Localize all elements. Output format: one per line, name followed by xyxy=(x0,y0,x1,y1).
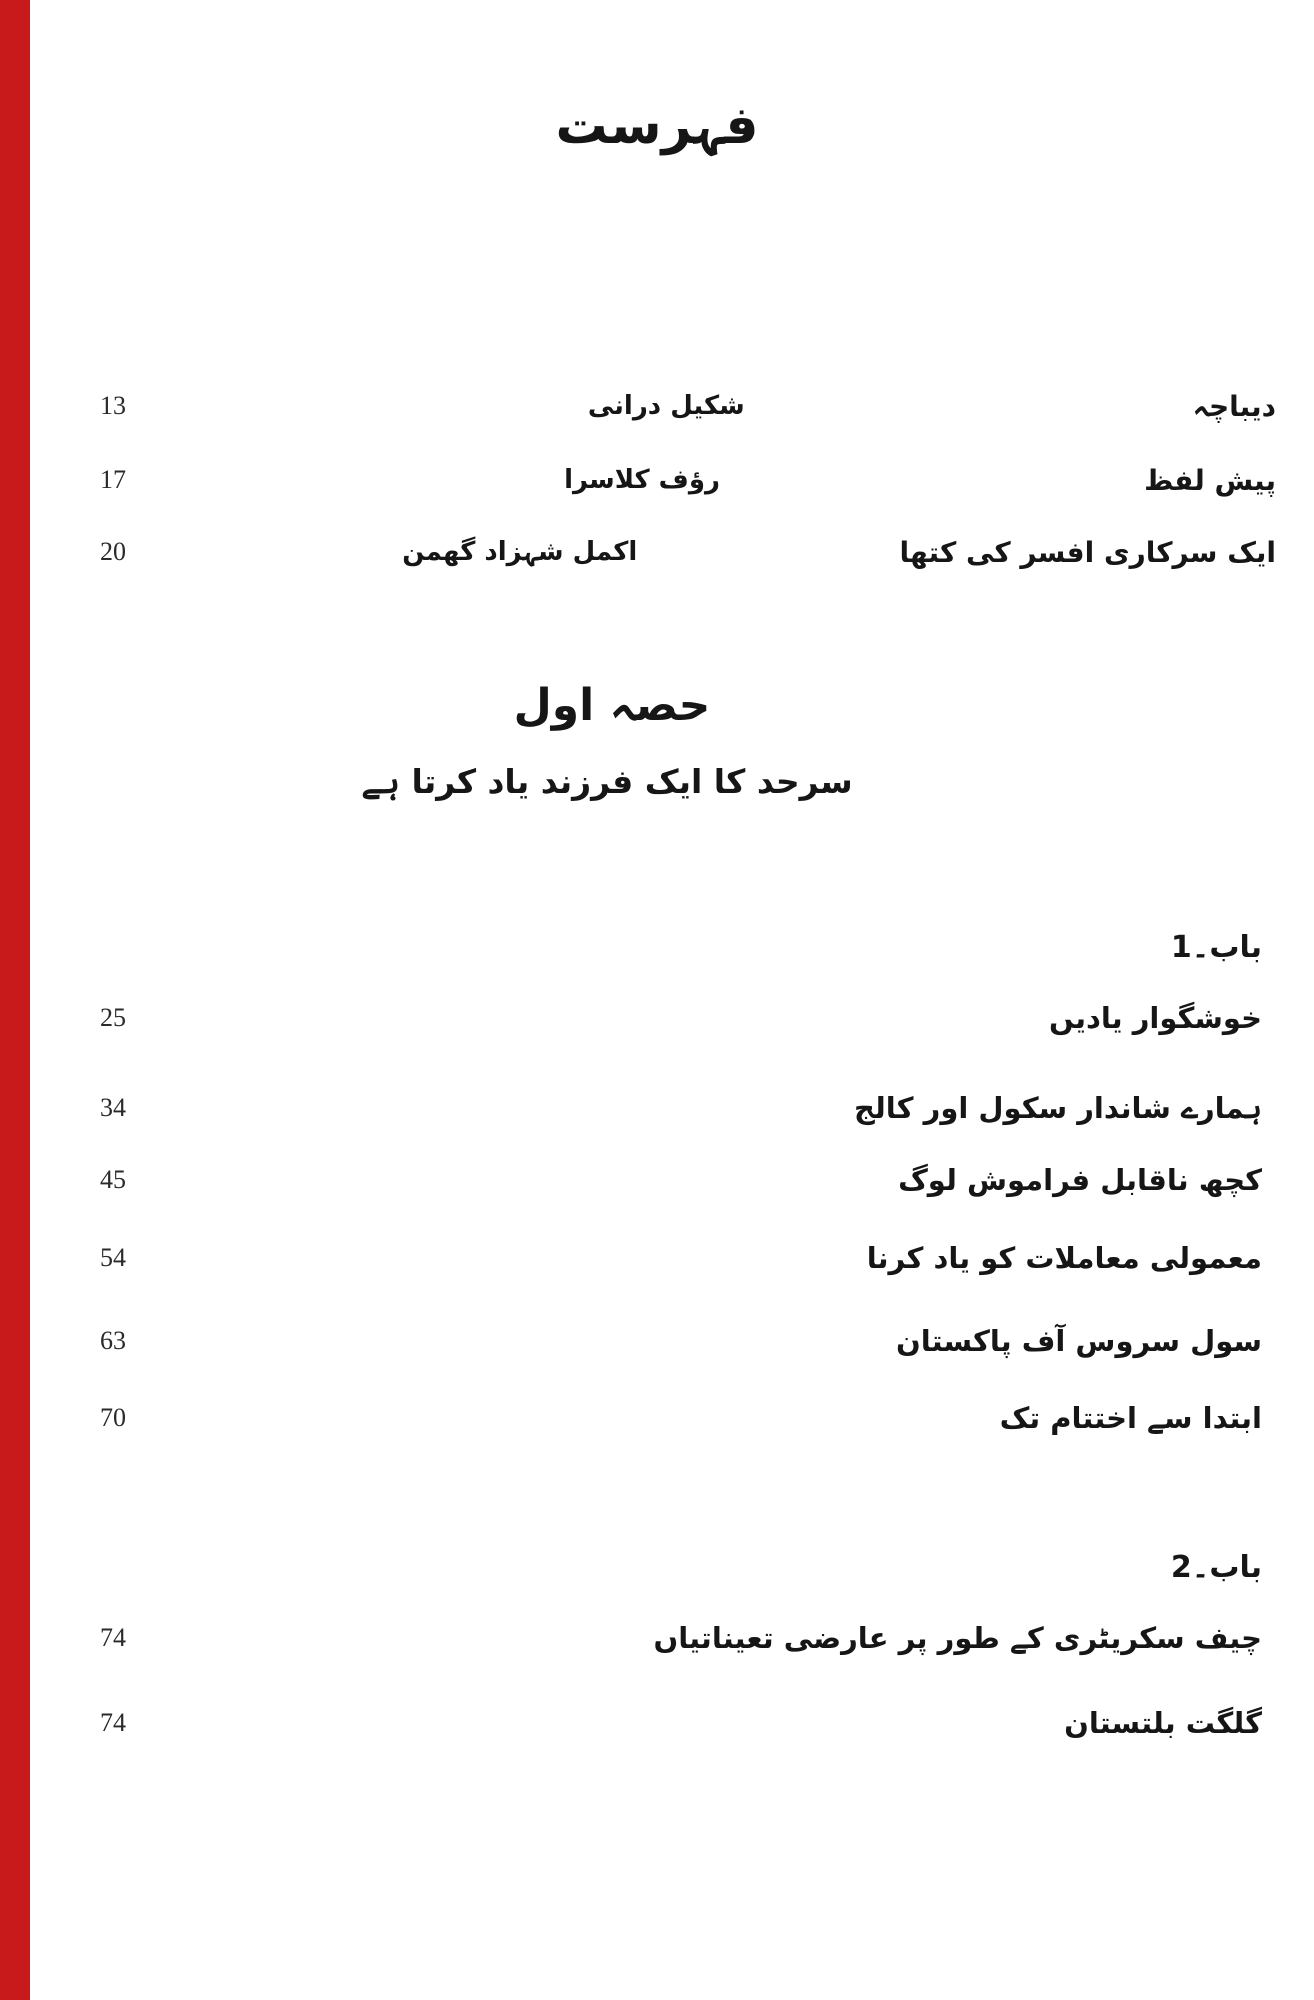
left-accent-strip xyxy=(0,0,30,2000)
page-number: 54 xyxy=(100,1243,126,1272)
toc-front-matter-row xyxy=(100,378,1276,434)
entry-title: کچھ ناقابل فراموش لوگ xyxy=(898,1163,1262,1197)
author-name: شکیل درانی xyxy=(587,391,745,421)
page-number: 34 xyxy=(100,1093,126,1122)
page-number: 17 xyxy=(100,465,126,494)
toc-entry-row xyxy=(100,1390,1262,1446)
toc-entry-row xyxy=(100,1695,1262,1751)
entry-title: ایک سرکاری افسر کی کتھا xyxy=(899,535,1276,569)
page-number: 13 xyxy=(100,391,126,420)
page-number: 20 xyxy=(100,537,126,566)
page-number: 74 xyxy=(100,1623,126,1652)
page-title: فہرست xyxy=(555,96,759,156)
part-heading: حصہ اول xyxy=(513,680,711,731)
entry-title: چیف سکریٹری کے طور پر عارضی تعیناتیاں xyxy=(653,1621,1262,1655)
author-name: رؤف کلاسرا xyxy=(564,465,720,495)
entry-title: ہمارے شاندار سکول اور کالج xyxy=(853,1091,1262,1125)
toc-entry-row xyxy=(100,1610,1262,1666)
toc-entry-row xyxy=(100,1313,1262,1369)
toc-entry-row xyxy=(100,1080,1262,1136)
entry-title: خوشگوار یادیں xyxy=(1048,1001,1262,1035)
page-number: 25 xyxy=(100,1003,126,1032)
part-subtitle: سرحد کا ایک فرزند یاد کرتا ہے xyxy=(361,762,853,801)
entry-title: سول سروس آف پاکستان xyxy=(895,1324,1262,1358)
toc-front-matter-row xyxy=(100,452,1276,508)
entry-title: پیش لفظ xyxy=(1144,463,1276,497)
toc-front-matter-row xyxy=(100,524,1276,580)
toc-entry-row xyxy=(100,990,1262,1046)
chapter-2-heading: باب۔2 xyxy=(1170,1550,1262,1585)
toc-entry-row xyxy=(100,1152,1262,1208)
chapter-1-heading: باب۔1 xyxy=(1170,930,1262,965)
page-number: 45 xyxy=(100,1165,126,1194)
entry-title: معمولی معاملات کو یاد کرنا xyxy=(866,1241,1262,1275)
toc-entry-row xyxy=(100,1230,1262,1286)
entry-title: ابتدا سے اختتام تک xyxy=(999,1401,1262,1435)
page-number: 70 xyxy=(100,1403,126,1432)
entry-title: گلگت بلتستان xyxy=(1064,1706,1262,1740)
page-number: 74 xyxy=(100,1708,126,1737)
entry-title: دیباچہ xyxy=(1192,389,1276,423)
author-name: اکمل شہزاد گھمن xyxy=(402,537,638,567)
page-number: 63 xyxy=(100,1326,126,1355)
